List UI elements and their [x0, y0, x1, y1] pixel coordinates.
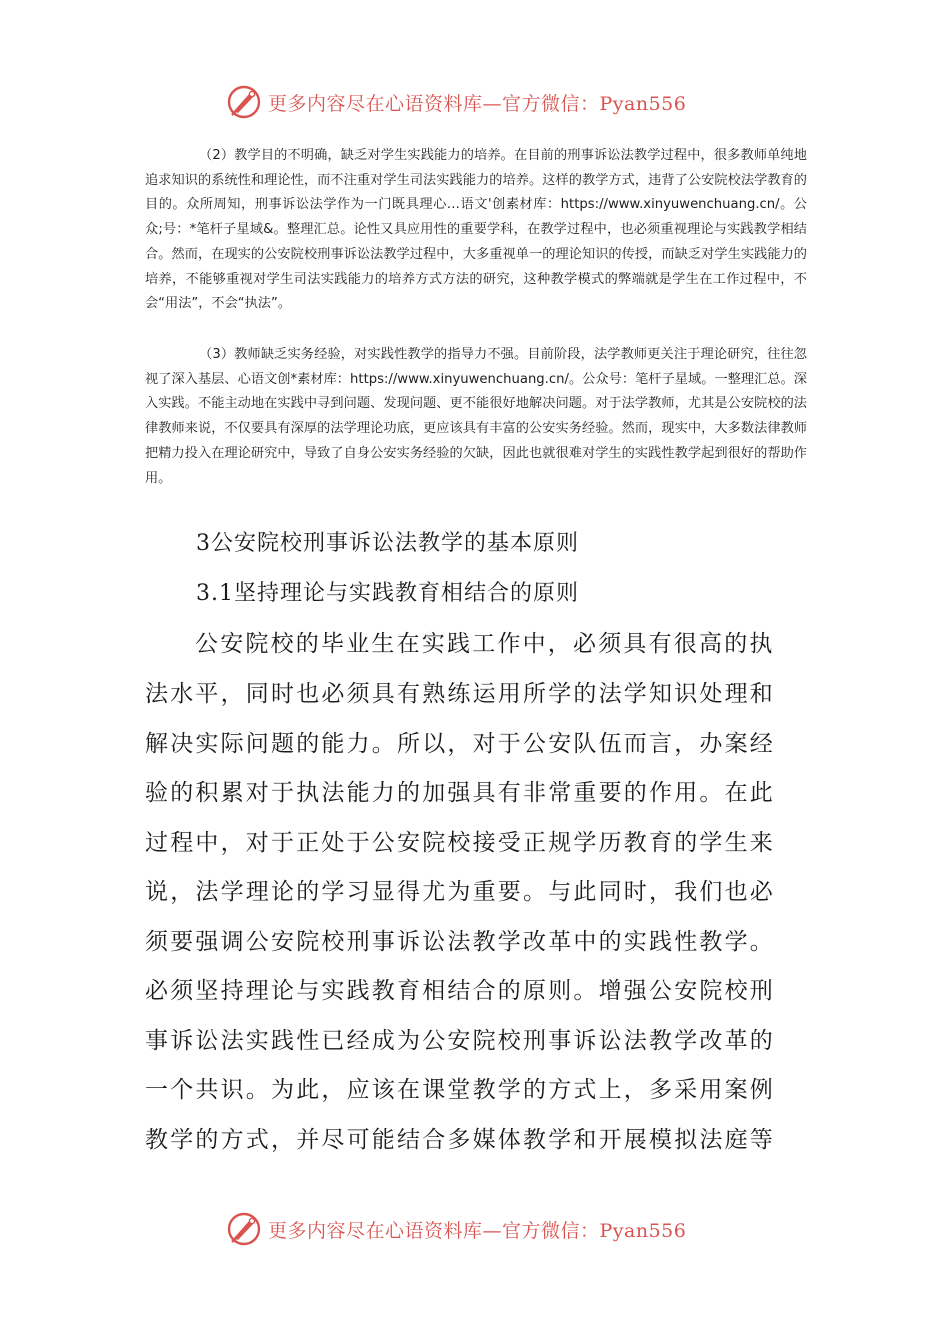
- quill-logo-icon: [226, 84, 262, 120]
- body-text-line: 法水平，同时也必须具有熟练运用所学的法学知识处理和: [145, 681, 775, 707]
- body-text-line: 事诉讼法实践性已经成为公安院校刑事诉讼法教学改革的: [145, 1028, 775, 1054]
- header-watermark-banner: [226, 82, 686, 122]
- footer-banner-text: 更多内容尽在心语资料库—官方微信：Pyan556: [268, 1219, 687, 1242]
- body-text-line: 说，法学理论的学习显得尤为重要。与此同时，我们也必: [145, 879, 775, 905]
- body-text-line: 过程中，对于正处于公安院校接受正规学历教育的学生来: [145, 830, 775, 856]
- quill-logo-icon: [226, 1211, 262, 1247]
- body-text-line: 解决实际问题的能力。所以，对于公安队伍而言，办案经: [145, 731, 775, 757]
- section-heading: 3公安院校刑事诉讼法教学的基本原则: [196, 531, 579, 556]
- body-text-line: 验的积累对于执法能力的加强具有非常重要的作用。在此: [145, 780, 775, 806]
- body-text-line: 须要强调公安院校刑事诉讼法教学改革中的实践性教学。: [145, 929, 775, 955]
- paragraph-item-3: （3）教师缺乏实务经验，对实践性教学的指导力不强。目前阶段，法学教师更关注于理论研究，往往忽视了深入基层、心语文创*素材库：https://www.xinyuwenchuang.cn/。公众号：笔杆子星域。一整理汇总。深入实践。不能主动地在实践中寻到问题、发现问题、更不能很好地解决问题。对于法学教师，尤其是公安院校的法律教师来说，不仅要具有深厚的法学理论功底，更应该具有丰富的公安实务经验。然而，现实中，大多数法律教师把精力投入在理论研究中，导致了自身公安实务经验的欠缺，因此也就很难对学生的实践性教学起到很好的帮助作用。: [145, 347, 807, 486]
- paragraph-item-2: （2）教学目的不明确，缺乏对学生实践能力的培养。在目前的刑事诉讼法教学过程中，很多教师单纯地追求知识的系统性和理论性，而不注重对学生司法实践能力的培养。这样的教学方式，违背了公安院校法学教育的目的。众所周知，刑事诉讼法学作为一门既具理心…语文'创素材库：https://www.xinyuwenchuang.cn/。公众;号：*笔杆子星域&。整理汇总。论性又具应用性的重要学科，在教学过程中，也必须重视理论与实践教学相结合。然而，在现实的公安院校刑事诉讼法教学过程中，大多重视单一的理论知识的传授，而缺乏对学生实践能力的培养，不能够重视对学生司法实践能力的培养方式方法的研究，这种教学模式的弊端就是学生在工作过程中，不会“用法”，不会“执法”。: [145, 148, 807, 312]
- body-text-line: 教学的方式，并尽可能结合多媒体教学和开展模拟法庭等: [145, 1127, 775, 1153]
- body-text-line: 必须坚持理论与实践教育相结合的原则。增强公安院校刑: [145, 978, 775, 1004]
- header-banner-text: 更多内容尽在心语资料库—官方微信：Pyan556: [268, 92, 687, 115]
- footer-watermark-banner: [226, 1209, 686, 1249]
- subsection-heading: 3.1坚持理论与实践教育相结合的原则: [196, 581, 579, 606]
- body-text-line: 一个共识。为此，应该在课堂教学的方式上，多采用案例: [145, 1077, 775, 1103]
- body-text-line: 公安院校的毕业生在实践工作中，必须具有很高的执: [195, 631, 775, 657]
